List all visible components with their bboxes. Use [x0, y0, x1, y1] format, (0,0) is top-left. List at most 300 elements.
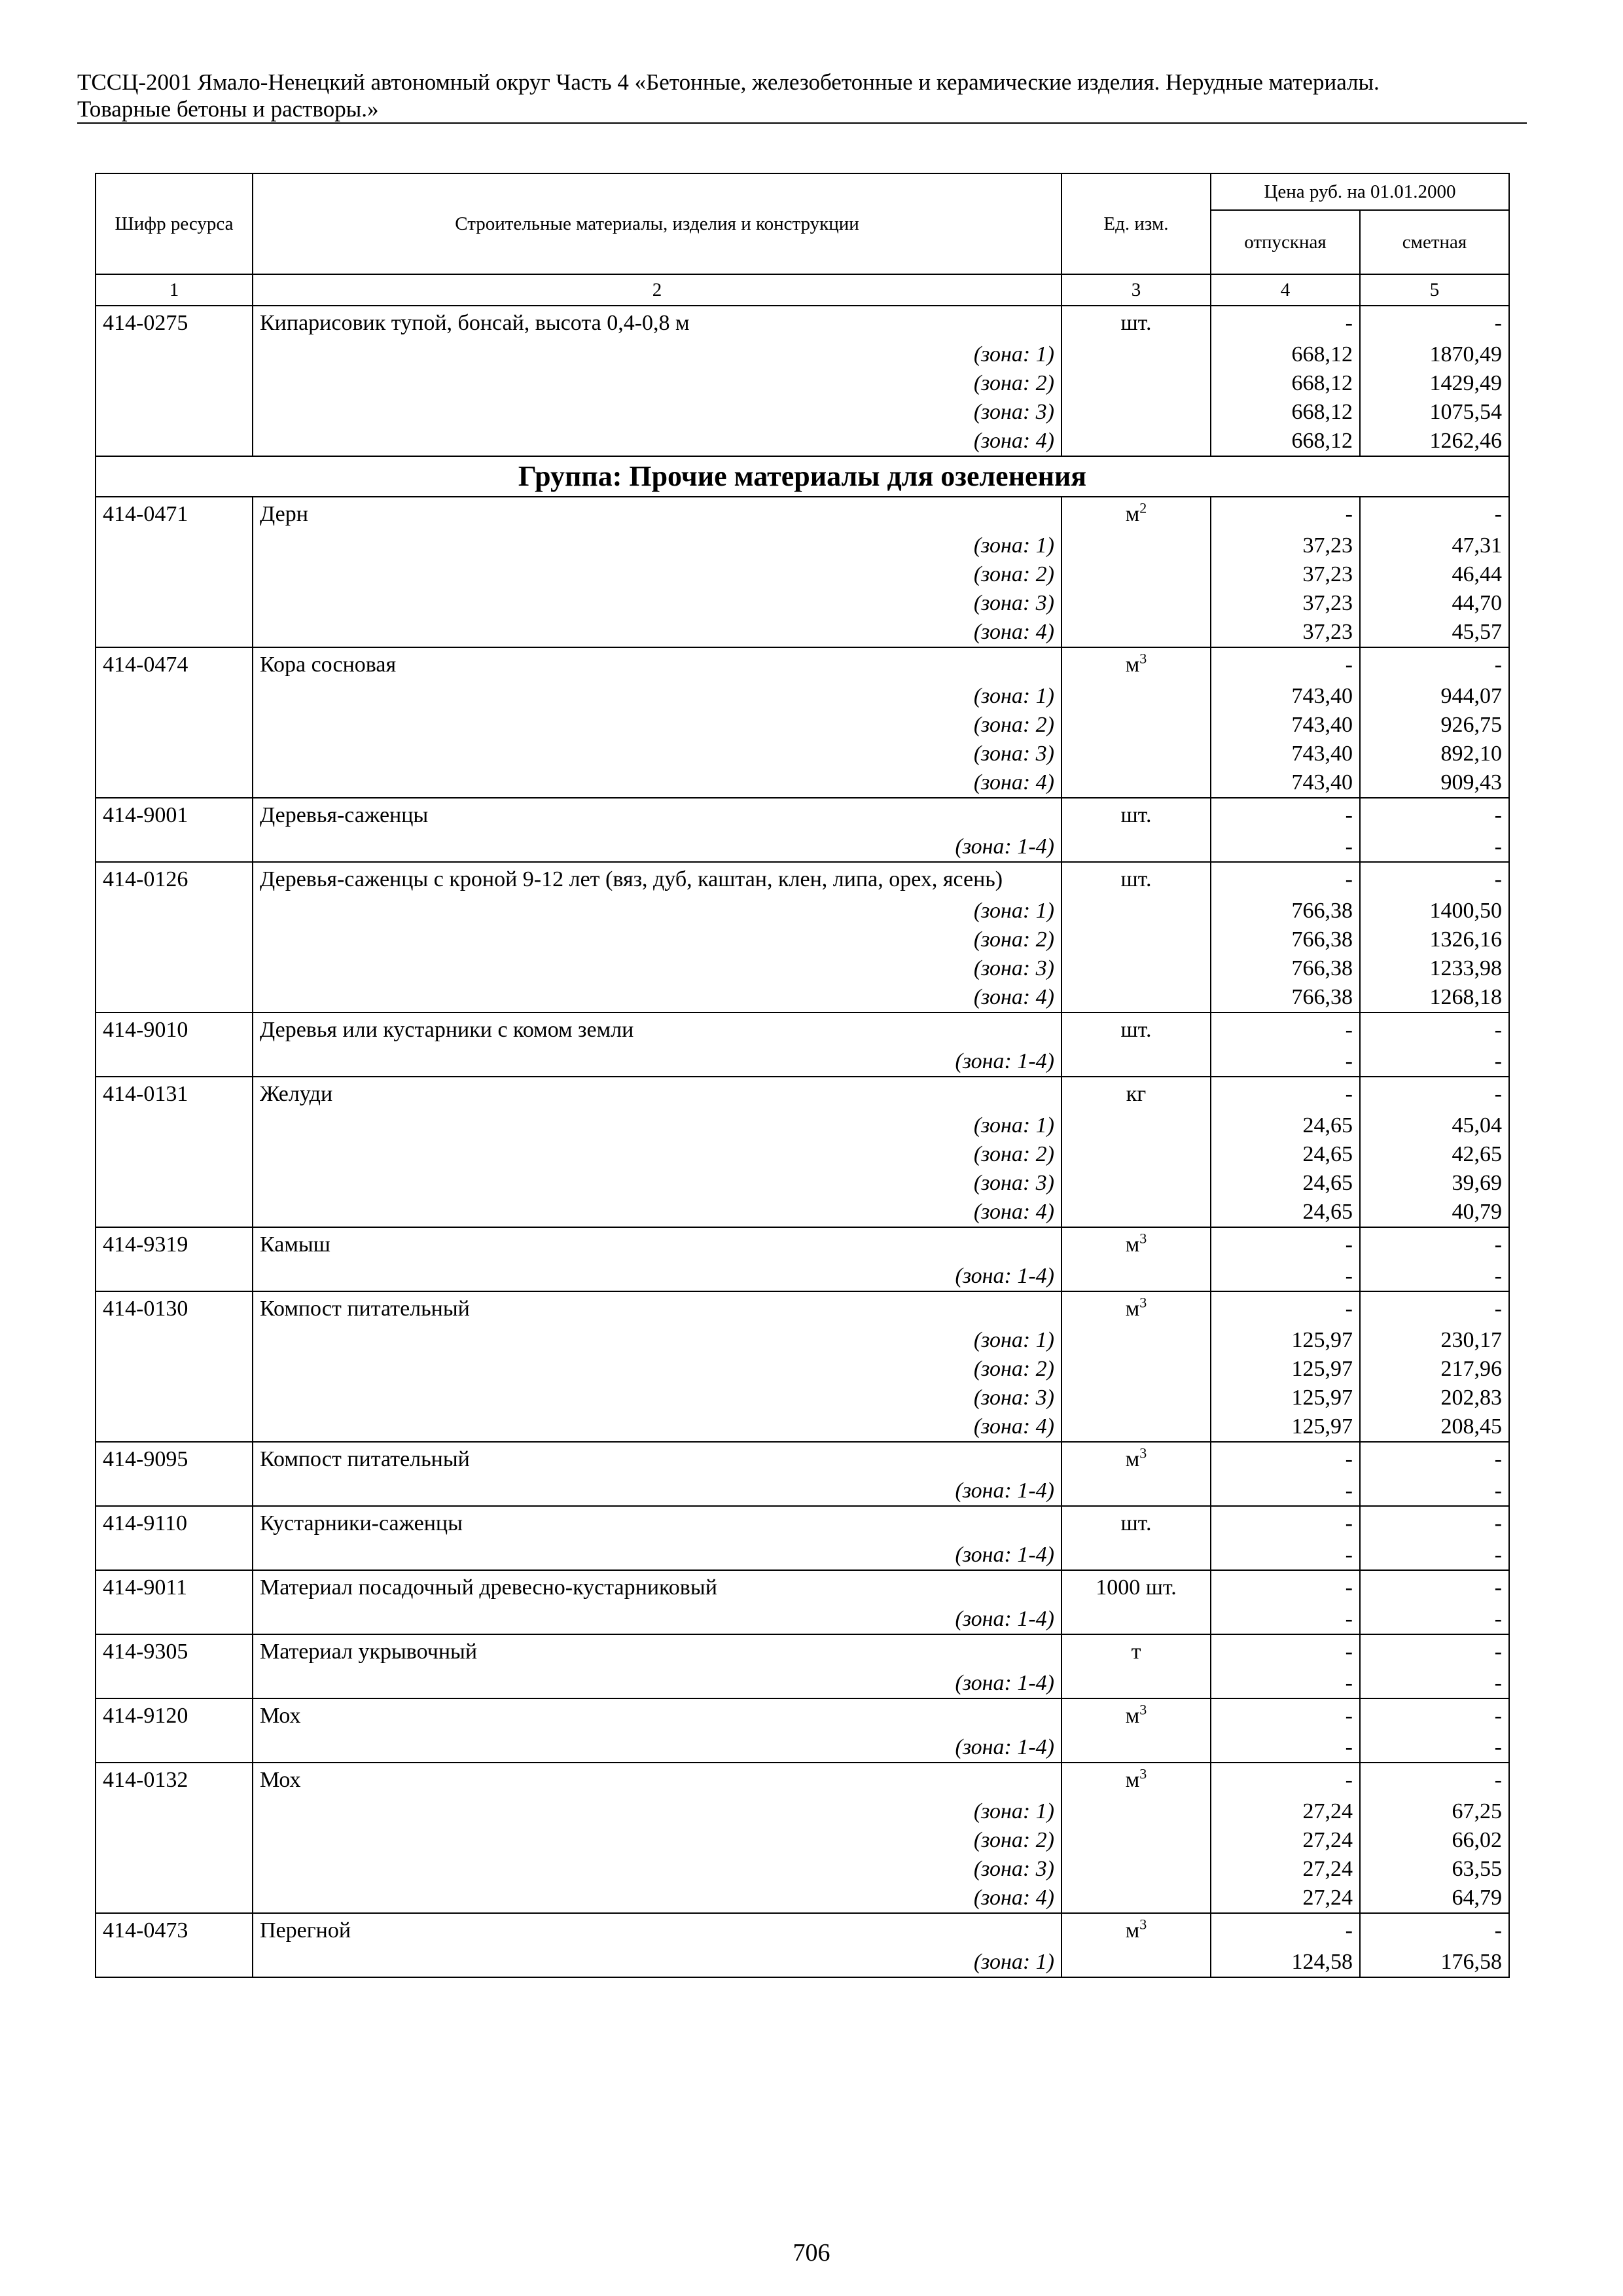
unit-cell — [1061, 306, 1211, 340]
empty-cell — [96, 560, 253, 589]
estimate-price: 40,79 — [1360, 1198, 1509, 1227]
empty-cell — [1061, 682, 1211, 711]
estimate-price: - — [1360, 647, 1509, 682]
empty-cell — [96, 682, 253, 711]
zone-label: (зона: 1-4) — [253, 1605, 1061, 1634]
estimate-price: 47,31 — [1360, 531, 1509, 560]
release-price: - — [1211, 1506, 1360, 1541]
material-row — [96, 1227, 1509, 1262]
unit-exponent: 2 — [1139, 499, 1147, 516]
empty-cell — [1061, 1669, 1211, 1698]
release-price: - — [1211, 1669, 1360, 1698]
estimate-price: - — [1360, 1506, 1509, 1541]
release-price: 766,38 — [1211, 897, 1360, 925]
empty-cell — [1061, 1326, 1211, 1355]
resource-code: 414-9001 — [96, 798, 253, 833]
zone-row — [96, 1198, 1509, 1227]
zone-label: (зона: 1-4) — [253, 1541, 1061, 1570]
zone-label: (зона: 4) — [253, 618, 1061, 647]
release-price: 24,65 — [1211, 1198, 1360, 1227]
empty-cell — [1061, 1262, 1211, 1291]
empty-cell — [96, 954, 253, 983]
estimate-price: - — [1360, 1669, 1509, 1698]
column-number: 1 — [96, 274, 253, 306]
zone-row — [96, 589, 1509, 618]
zone-label: (зона: 1) — [253, 1948, 1061, 1977]
release-price: 27,24 — [1211, 1826, 1360, 1855]
release-price: 37,23 — [1211, 531, 1360, 560]
empty-cell — [1061, 1140, 1211, 1169]
release-price: 24,65 — [1211, 1169, 1360, 1198]
zone-row — [96, 398, 1509, 427]
estimate-price: 1870,49 — [1360, 340, 1509, 369]
unit-cell — [1061, 1634, 1211, 1669]
empty-cell — [96, 1733, 253, 1763]
empty-cell — [96, 1412, 253, 1442]
unit-cell — [1061, 1442, 1211, 1477]
zone-row — [96, 1884, 1509, 1913]
estimate-price: 892,10 — [1360, 740, 1509, 768]
header-line-1: ТССЦ-2001 Ямало-Ненецкий автономный округ Часть 4 «Бетонные, железобетонные и керамические изделия. Нерудные материалы. — [77, 69, 1380, 95]
empty-cell — [96, 1541, 253, 1570]
resource-code: 414-9305 — [96, 1634, 253, 1669]
empty-cell — [96, 618, 253, 647]
column-number: 2 — [253, 274, 1061, 306]
empty-cell — [96, 711, 253, 740]
release-price: 37,23 — [1211, 618, 1360, 647]
estimate-price: - — [1360, 1442, 1509, 1477]
header-line-2: Товарные бетоны и растворы.» — [77, 96, 379, 122]
release-price: 124,58 — [1211, 1948, 1360, 1977]
empty-cell — [1061, 925, 1211, 954]
material-row — [96, 1442, 1509, 1477]
material-name: Мох — [253, 1763, 1061, 1797]
unit-cell — [1061, 1506, 1211, 1541]
resource-code: 414-0275 — [96, 306, 253, 340]
release-price: 125,97 — [1211, 1355, 1360, 1384]
zone-label: (зона: 1-4) — [253, 1262, 1061, 1291]
material-row — [96, 1570, 1509, 1605]
zone-row — [96, 618, 1509, 647]
release-price: 743,40 — [1211, 768, 1360, 798]
release-price: - — [1211, 1291, 1360, 1326]
unit-cell — [1061, 1913, 1211, 1948]
material-name: Кипарисовик тупой, бонсай, высота 0,4-0,8 м — [253, 306, 1061, 340]
empty-cell — [1061, 1733, 1211, 1763]
zone-row — [96, 1477, 1509, 1506]
empty-cell — [1061, 531, 1211, 560]
empty-cell — [96, 531, 253, 560]
estimate-price: - — [1360, 1477, 1509, 1506]
release-price: 27,24 — [1211, 1797, 1360, 1826]
estimate-price: - — [1360, 1634, 1509, 1669]
estimate-price: 44,70 — [1360, 589, 1509, 618]
zone-label: (зона: 1-4) — [253, 1669, 1061, 1698]
zone-label: (зона: 2) — [253, 369, 1061, 398]
column-header-price: Цена руб. на 01.01.2000 — [1211, 173, 1509, 210]
unit-exponent: 3 — [1139, 650, 1147, 667]
release-price: 37,23 — [1211, 589, 1360, 618]
estimate-price: 64,79 — [1360, 1884, 1509, 1913]
empty-cell — [96, 427, 253, 456]
material-row — [96, 497, 1509, 531]
empty-cell — [1061, 1169, 1211, 1198]
release-price: 37,23 — [1211, 560, 1360, 589]
zone-row — [96, 768, 1509, 798]
material-name: Деревья-саженцы — [253, 798, 1061, 833]
zone-row — [96, 1541, 1509, 1570]
release-price: - — [1211, 1227, 1360, 1262]
estimate-price: 208,45 — [1360, 1412, 1509, 1442]
zone-row — [96, 1669, 1509, 1698]
estimate-price: - — [1360, 1291, 1509, 1326]
zone-label: (зона: 1) — [253, 897, 1061, 925]
estimate-price: 1400,50 — [1360, 897, 1509, 925]
estimate-price: 926,75 — [1360, 711, 1509, 740]
estimate-price: - — [1360, 1698, 1509, 1733]
zone-row — [96, 1111, 1509, 1140]
empty-cell — [96, 1140, 253, 1169]
release-price: - — [1211, 647, 1360, 682]
column-header-release-price: отпускная — [1211, 210, 1360, 274]
empty-cell — [1061, 740, 1211, 768]
zone-row — [96, 711, 1509, 740]
zone-row — [96, 531, 1509, 560]
estimate-price: 67,25 — [1360, 1797, 1509, 1826]
unit: м — [1125, 653, 1140, 677]
release-price: - — [1211, 1733, 1360, 1763]
zone-label: (зона: 4) — [253, 983, 1061, 1013]
unit-cell — [1061, 1291, 1211, 1326]
estimate-price: - — [1360, 1262, 1509, 1291]
material-row — [96, 1291, 1509, 1326]
material-row — [96, 798, 1509, 833]
material-name: Камыш — [253, 1227, 1061, 1262]
zone-label: (зона: 1) — [253, 682, 1061, 711]
group-heading: Группа: Прочие материалы для озеленения — [96, 456, 1509, 497]
zone-label: (зона: 3) — [253, 954, 1061, 983]
unit: кг — [1126, 1082, 1147, 1106]
estimate-price: 202,83 — [1360, 1384, 1509, 1412]
unit: м — [1125, 502, 1140, 526]
release-price: 766,38 — [1211, 983, 1360, 1013]
empty-cell — [1061, 1198, 1211, 1227]
empty-cell — [96, 369, 253, 398]
empty-cell — [96, 925, 253, 954]
empty-cell — [1061, 711, 1211, 740]
zone-row — [96, 1047, 1509, 1077]
zone-row — [96, 1855, 1509, 1884]
estimate-price: 45,57 — [1360, 618, 1509, 647]
material-name: Кустарники-саженцы — [253, 1506, 1061, 1541]
release-price: 27,24 — [1211, 1884, 1360, 1913]
column-number: 5 — [1360, 274, 1509, 306]
zone-label: (зона: 1) — [253, 1326, 1061, 1355]
empty-cell — [96, 740, 253, 768]
zone-row — [96, 340, 1509, 369]
estimate-price: 1268,18 — [1360, 983, 1509, 1013]
material-name: Материал укрывочный — [253, 1634, 1061, 1669]
release-price: - — [1211, 1634, 1360, 1669]
release-price: - — [1211, 497, 1360, 531]
unit: м — [1125, 1918, 1140, 1943]
empty-cell — [1061, 1384, 1211, 1412]
unit: 1000 шт. — [1096, 1575, 1177, 1600]
zone-label: (зона: 1) — [253, 1111, 1061, 1140]
unit-cell — [1061, 1763, 1211, 1797]
zone-row — [96, 954, 1509, 983]
document-header — [77, 69, 1527, 122]
column-header-name: Строительные материалы, изделия и конструкции — [253, 173, 1061, 274]
zone-row — [96, 369, 1509, 398]
resource-code: 414-0131 — [96, 1077, 253, 1111]
material-row — [96, 306, 1509, 340]
resource-code: 414-9120 — [96, 1698, 253, 1733]
release-price: 125,97 — [1211, 1384, 1360, 1412]
material-row — [96, 1763, 1509, 1797]
zone-label: (зона: 2) — [253, 1140, 1061, 1169]
empty-cell — [96, 1169, 253, 1198]
release-price: - — [1211, 1047, 1360, 1077]
zone-row — [96, 1262, 1509, 1291]
release-price: - — [1211, 1442, 1360, 1477]
resource-code: 414-9319 — [96, 1227, 253, 1262]
unit: шт. — [1120, 1018, 1152, 1042]
estimate-price: - — [1360, 1570, 1509, 1605]
material-row — [96, 1013, 1509, 1047]
release-price: 125,97 — [1211, 1326, 1360, 1355]
release-price: 668,12 — [1211, 369, 1360, 398]
material-name: Деревья или кустарники с комом земли — [253, 1013, 1061, 1047]
zone-label: (зона: 3) — [253, 1384, 1061, 1412]
column-number: 3 — [1061, 274, 1211, 306]
empty-cell — [1061, 1884, 1211, 1913]
estimate-price: 1326,16 — [1360, 925, 1509, 954]
empty-cell — [1061, 560, 1211, 589]
unit: т — [1131, 1640, 1141, 1664]
release-price: - — [1211, 1541, 1360, 1570]
zone-row — [96, 833, 1509, 862]
empty-cell — [1061, 833, 1211, 862]
empty-cell — [1061, 1111, 1211, 1140]
zone-label: (зона: 1-4) — [253, 1733, 1061, 1763]
estimate-price: - — [1360, 833, 1509, 862]
resource-code: 414-9010 — [96, 1013, 253, 1047]
empty-cell — [1061, 340, 1211, 369]
unit-cell — [1061, 1570, 1211, 1605]
zone-row — [96, 740, 1509, 768]
release-price: 668,12 — [1211, 398, 1360, 427]
zone-row — [96, 983, 1509, 1013]
empty-cell — [1061, 427, 1211, 456]
zone-row — [96, 1826, 1509, 1855]
release-price: 24,65 — [1211, 1111, 1360, 1140]
estimate-price: - — [1360, 1541, 1509, 1570]
zone-label: (зона: 2) — [253, 1826, 1061, 1855]
price-table-header — [96, 173, 1509, 306]
empty-cell — [96, 1198, 253, 1227]
estimate-price: 230,17 — [1360, 1326, 1509, 1355]
column-header-unit: Ед. изм. — [1061, 173, 1211, 274]
resource-code: 414-0474 — [96, 647, 253, 682]
empty-cell — [1061, 768, 1211, 798]
release-price: - — [1211, 1477, 1360, 1506]
estimate-price: 45,04 — [1360, 1111, 1509, 1140]
release-price: 668,12 — [1211, 427, 1360, 456]
unit-cell — [1061, 1077, 1211, 1111]
zone-label: (зона: 2) — [253, 711, 1061, 740]
release-price: 766,38 — [1211, 925, 1360, 954]
release-price: - — [1211, 1698, 1360, 1733]
zone-label: (зона: 1) — [253, 1797, 1061, 1826]
estimate-price: - — [1360, 862, 1509, 897]
zone-label: (зона: 1) — [253, 531, 1061, 560]
empty-cell — [96, 1477, 253, 1506]
estimate-price: 42,65 — [1360, 1140, 1509, 1169]
unit: шт. — [1120, 867, 1152, 891]
unit: шт. — [1120, 1511, 1152, 1535]
empty-cell — [96, 1605, 253, 1634]
estimate-price: - — [1360, 497, 1509, 531]
release-price: - — [1211, 833, 1360, 862]
zone-label: (зона: 2) — [253, 560, 1061, 589]
estimate-price: - — [1360, 798, 1509, 833]
release-price: 24,65 — [1211, 1140, 1360, 1169]
zone-row — [96, 1605, 1509, 1634]
release-price: 743,40 — [1211, 740, 1360, 768]
page-number: 706 — [793, 2239, 830, 2267]
release-price: - — [1211, 1013, 1360, 1047]
unit: м — [1125, 1704, 1140, 1728]
unit: м — [1125, 1297, 1140, 1321]
empty-cell — [96, 833, 253, 862]
material-name: Дерн — [253, 497, 1061, 531]
unit-cell — [1061, 647, 1211, 682]
resource-code: 414-0126 — [96, 862, 253, 897]
unit-exponent: 3 — [1139, 1230, 1147, 1247]
empty-cell — [96, 1948, 253, 1977]
empty-cell — [1061, 369, 1211, 398]
empty-cell — [96, 897, 253, 925]
empty-cell — [1061, 589, 1211, 618]
empty-cell — [96, 1826, 253, 1855]
estimate-price: - — [1360, 1913, 1509, 1948]
unit: м — [1125, 1232, 1140, 1257]
unit-exponent: 3 — [1139, 1444, 1147, 1462]
empty-cell — [1061, 398, 1211, 427]
zone-label: (зона: 1) — [253, 340, 1061, 369]
zone-label: (зона: 4) — [253, 768, 1061, 798]
zone-row — [96, 1140, 1509, 1169]
empty-cell — [96, 1326, 253, 1355]
unit: шт. — [1120, 311, 1152, 335]
empty-cell — [1061, 954, 1211, 983]
empty-cell — [1061, 1047, 1211, 1077]
empty-cell — [1061, 983, 1211, 1013]
unit-cell — [1061, 798, 1211, 833]
estimate-price: - — [1360, 1227, 1509, 1262]
zone-label: (зона: 3) — [253, 398, 1061, 427]
zone-label: (зона: 4) — [253, 1198, 1061, 1227]
zone-label: (зона: 3) — [253, 589, 1061, 618]
resource-code: 414-0130 — [96, 1291, 253, 1326]
zone-label: (зона: 4) — [253, 1412, 1061, 1442]
empty-cell — [96, 1111, 253, 1140]
column-number: 4 — [1211, 274, 1360, 306]
zone-row — [96, 1733, 1509, 1763]
empty-cell — [96, 340, 253, 369]
release-price: - — [1211, 862, 1360, 897]
price-table-body — [96, 306, 1509, 1977]
empty-cell — [96, 1384, 253, 1412]
unit-cell — [1061, 862, 1211, 897]
release-price: 743,40 — [1211, 711, 1360, 740]
zone-row — [96, 897, 1509, 925]
estimate-price: 1075,54 — [1360, 398, 1509, 427]
release-price: - — [1211, 1913, 1360, 1948]
empty-cell — [1061, 618, 1211, 647]
column-header-estimate-price: сметная — [1360, 210, 1509, 274]
zone-label: (зона: 1-4) — [253, 833, 1061, 862]
release-price: - — [1211, 1605, 1360, 1634]
empty-cell — [96, 1797, 253, 1826]
estimate-price: 1262,46 — [1360, 427, 1509, 456]
unit-exponent: 3 — [1139, 1294, 1147, 1311]
material-name: Деревья-саженцы с кроной 9-12 лет (вяз, дуб, каштан, клен, липа, орех, ясень) — [253, 862, 1061, 897]
estimate-price: 66,02 — [1360, 1826, 1509, 1855]
release-price: 668,12 — [1211, 340, 1360, 369]
release-price: 743,40 — [1211, 682, 1360, 711]
empty-cell — [1061, 1477, 1211, 1506]
unit-cell — [1061, 1013, 1211, 1047]
material-name: Мох — [253, 1698, 1061, 1733]
empty-cell — [1061, 1826, 1211, 1855]
zone-label: (зона: 2) — [253, 1355, 1061, 1384]
zone-row — [96, 925, 1509, 954]
estimate-price: 217,96 — [1360, 1355, 1509, 1384]
estimate-price: - — [1360, 1763, 1509, 1797]
material-name: Перегной — [253, 1913, 1061, 1948]
release-price: - — [1211, 1262, 1360, 1291]
empty-cell — [96, 1669, 253, 1698]
unit: шт. — [1120, 803, 1152, 827]
release-price: 27,24 — [1211, 1855, 1360, 1884]
estimate-price: - — [1360, 1047, 1509, 1077]
empty-cell — [1061, 1855, 1211, 1884]
zone-row — [96, 682, 1509, 711]
empty-cell — [96, 1262, 253, 1291]
material-name: Компост питательный — [253, 1442, 1061, 1477]
material-row — [96, 1913, 1509, 1948]
material-row — [96, 1634, 1509, 1669]
material-row — [96, 647, 1509, 682]
estimate-price: 63,55 — [1360, 1855, 1509, 1884]
empty-cell — [1061, 1797, 1211, 1826]
resource-code: 414-0471 — [96, 497, 253, 531]
estimate-price: 1233,98 — [1360, 954, 1509, 983]
estimate-price: 46,44 — [1360, 560, 1509, 589]
estimate-price: - — [1360, 1733, 1509, 1763]
zone-label: (зона: 4) — [253, 1884, 1061, 1913]
empty-cell — [96, 1884, 253, 1913]
estimate-price: - — [1360, 1013, 1509, 1047]
material-row — [96, 862, 1509, 897]
zone-row — [96, 560, 1509, 589]
zone-row — [96, 1797, 1509, 1826]
zone-row — [96, 1412, 1509, 1442]
empty-cell — [1061, 1948, 1211, 1977]
unit: м — [1125, 1768, 1140, 1792]
